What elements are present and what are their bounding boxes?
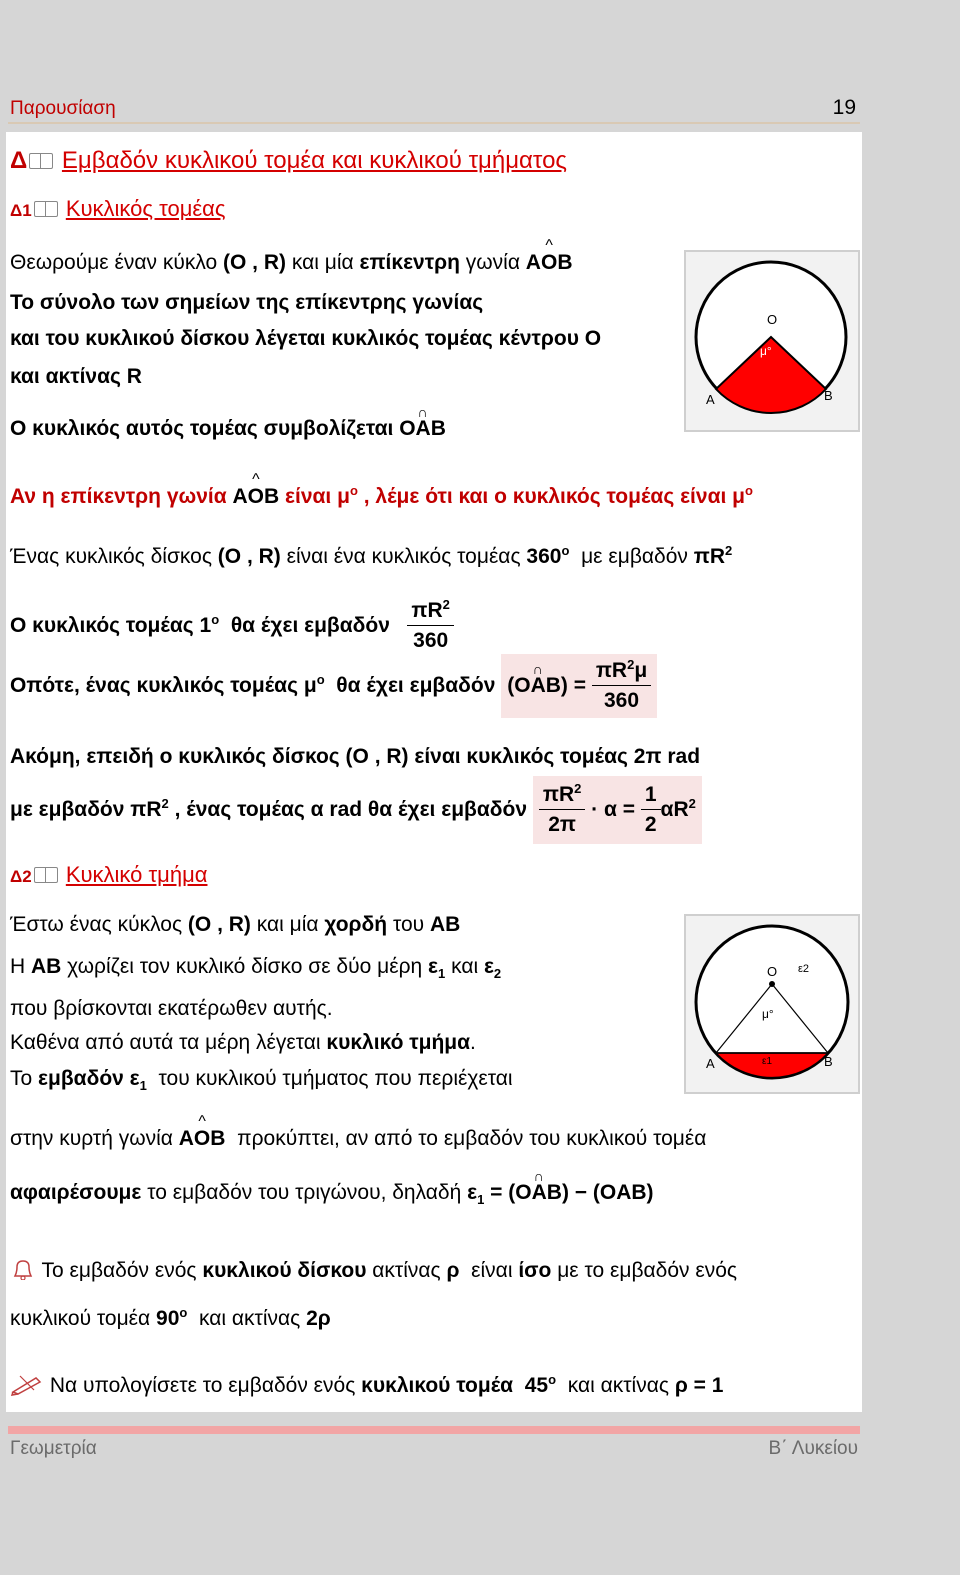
- section-name: Παρουσίαση: [10, 98, 116, 119]
- page-title: Δ Εμβαδόν κυκλικού τομέα και κυκλικού τμήματος: [10, 147, 567, 174]
- page-content: [6, 132, 862, 1412]
- fig1-label-b: B: [824, 388, 833, 403]
- section-heading-segment: Δ2 Κυκλικό τμήμα: [10, 862, 208, 887]
- book-icon: [34, 867, 58, 883]
- section-heading-sector: Δ1 Κυκλικός τομέας: [10, 196, 226, 221]
- fig2-label-e1: ε1: [762, 1056, 773, 1067]
- pencil-icon: [10, 1372, 44, 1396]
- fig1-label-a: A: [706, 392, 715, 407]
- disk-radians: Ακόμη, επειδή ο κυκλικός δίσκος (O , R) είναι κυκλικός τομέας 2π rad: [10, 745, 701, 768]
- fig1-label-o: O: [767, 312, 778, 327]
- book-icon: [29, 153, 53, 169]
- title-link[interactable]: Εμβαδόν κυκλικού τομέα και κυκλικού τμήματος: [61, 147, 567, 174]
- segment-area-1: Το εμβαδόν $\varepsilon_1$ του κυκλικού τμήματος που περιέχεται: [10, 1067, 513, 1094]
- segment-area-3: αφαιρέσουμε το εμβαδόν του τριγώνου, δηλαδή $\varepsilon_1$ = (O∩ AB) − (OAB): [10, 1180, 654, 1206]
- fig2-label-b: B: [824, 1054, 833, 1069]
- exercise: Να υπολογίσετε το εμβαδόν ενός κυκλικού τομέα $45^o$ και ακτίνας ρ = 1: [10, 1372, 723, 1399]
- radian-area: με εμβαδόν $\pi R^2$ , ένας τομέας α rad θα έχει εμβαδόν $\frac{\pi R^2}{2\pi}$ · α = $\frac{1}{2}$ $\alpha R^2$: [10, 776, 702, 844]
- sector-notation: Ο κυκλικός αυτός τομέας συμβολίζεται O∩ AB: [10, 416, 446, 442]
- fig1-label-mu: μ°: [760, 344, 772, 358]
- footer-right: Β΄ Λυκείου: [768, 1438, 858, 1459]
- sector-figure: [684, 250, 860, 432]
- page-header: [8, 96, 860, 124]
- page-number: 19: [832, 96, 856, 119]
- disk-as-sector: Ένας κυκλικός δίσκος (O , R) είναι ένα κυκλικός τομέας $360^o$ με εμβαδόν $\pi R^2$: [10, 543, 733, 568]
- formula-sector-degrees: (O∩ AB) = $\frac{\pi R^2\mu}{360}$: [501, 654, 657, 718]
- sector-definition-1: Το σύνολο των σημείων της επίκεντρης γωνίας: [10, 291, 484, 314]
- segment-sides: που βρίσκονται εκατέρωθεν αυτής.: [10, 997, 333, 1020]
- one-degree-area: Ο κυκλικός τομέας $1^o$ θα έχει εμβαδόν $\frac{\pi R^2}{360}$: [10, 594, 454, 658]
- fig2-label-a: A: [706, 1056, 715, 1071]
- fig2-label-o: O: [767, 964, 778, 979]
- sector-diagram: [686, 252, 858, 430]
- footer-bar: [8, 1426, 860, 1434]
- segment-intro: Έστω ένας κύκλος (O , R) και μία χορδή του AB: [10, 913, 461, 936]
- section-link-sector[interactable]: Κυκλικός τομέας: [65, 196, 226, 221]
- bell-icon: [10, 1258, 36, 1280]
- note-equal-area: Το εμβαδόν ενός κυκλικού δίσκου ακτίνας ρ είναι ίσο με το εμβαδόν ενός: [10, 1258, 737, 1284]
- fraction-one-degree: $\frac{\pi R^2}{360}$: [407, 599, 453, 654]
- sector-definition-2: και του κυκλικού δίσκου λέγεται κυκλικός τομέας κέντρου O: [10, 327, 602, 350]
- segment-split: Η AB χωρίζει τον κυκλικό δίσκο σε δύο μέρη $\varepsilon_1$ και $\varepsilon_2$: [10, 955, 502, 982]
- sector-intro: Θεωρούμε έναν κύκλο (O , R) και μία επίκεντρη γωνία A^ OB: [10, 250, 572, 276]
- note-equal-area-2: κυκλικού τομέα $90^o$ και ακτίνας 2ρ: [10, 1305, 331, 1330]
- book-icon: [34, 201, 58, 217]
- segment-area-2: στην κυρτή γωνία A^ OB προκύπτει, αν από το εμβαδόν του κυκλικού τομέα: [10, 1126, 706, 1152]
- sector-measure: Αν η επίκεντρη γωνία A^ OB είναι $\mu^o$ , λέμε ότι και ο κυκλικός τομέας είναι $\mu^o$: [10, 484, 753, 510]
- segment-figure: [684, 914, 860, 1094]
- fig2-label-e2: ε2: [798, 963, 810, 975]
- segment-diagram: [686, 916, 858, 1092]
- section-link-segment[interactable]: Κυκλικό τμήμα: [65, 862, 208, 887]
- formula-sector-radians: $\frac{\pi R^2}{2\pi}$ · α = $\frac{1}{2}$ $\alpha R^2$: [533, 776, 702, 844]
- sector-definition-3: και ακτίνας R: [10, 365, 142, 388]
- mu-degree-area: Οπότε, ένας κυκλικός τομέας $\mu^o$ θα έχει εμβαδόν (O∩ AB) = $\frac{\pi R^2\mu}{360}$: [10, 654, 657, 718]
- footer-left: Γεωμετρία: [10, 1438, 97, 1459]
- fig2-label-mu: μ°: [762, 1007, 774, 1021]
- segment-definition: Καθένα από αυτά τα μέρη λέγεται κυκλικό τμήμα.: [10, 1031, 476, 1054]
